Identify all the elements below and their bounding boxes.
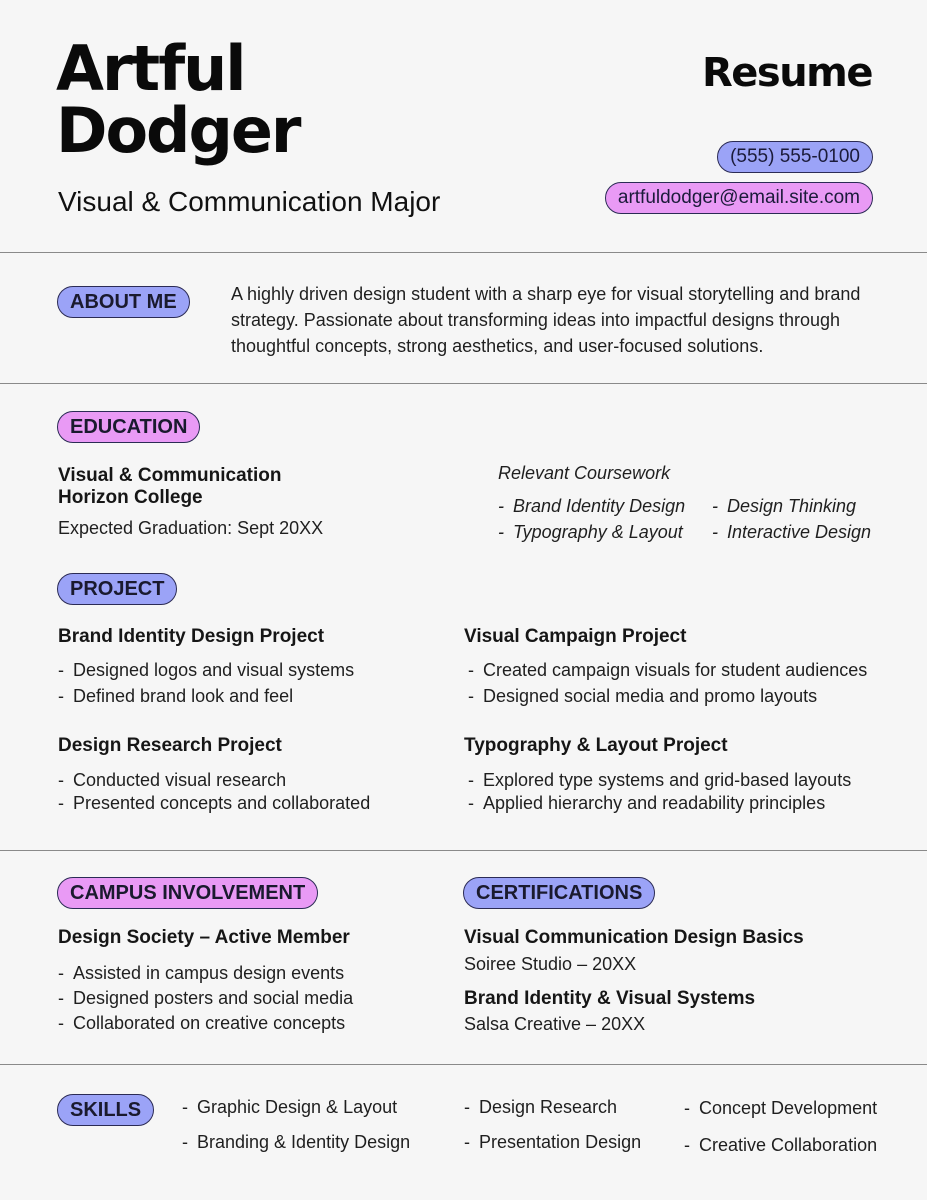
list-item: - Presented concepts and collaborated (58, 792, 370, 815)
campus-involvement-label: CAMPUS INVOLVEMENT (57, 877, 318, 909)
project-title: Typography & Layout Project (464, 735, 728, 756)
coursework-title: Relevant Coursework (498, 463, 671, 483)
education-label: EDUCATION (57, 411, 200, 443)
project-bullets (58, 657, 354, 709)
project-title: Visual Campaign Project (464, 626, 687, 647)
divider (0, 1064, 927, 1065)
project-title: Brand Identity Design Project (58, 626, 325, 647)
list-item: - Designed posters and social media (58, 986, 353, 1011)
campus-role: Design Society – Active Member (58, 927, 350, 948)
first-name: Artful (56, 32, 245, 105)
list-item: - Explored type systems and grid-based layouts (468, 769, 851, 792)
list-item: - Interactive Design (712, 519, 871, 545)
project-label: PROJECT (57, 573, 177, 605)
major-subtitle: Visual & Communication Major (58, 186, 441, 217)
campus-bullets (58, 961, 353, 1036)
project-title: Design Research Project (58, 735, 282, 756)
project-bullets (58, 769, 370, 815)
certification-issuer: Salsa Creative – 20XX (464, 1014, 646, 1034)
list-item: - Collaborated on creative concepts (58, 1011, 353, 1036)
list-item: - Brand Identity Design (498, 493, 685, 519)
divider (0, 383, 927, 384)
phone-pill[interactable]: (555) 555-0100 (717, 141, 873, 173)
list-item: - Designed logos and visual systems (58, 657, 354, 683)
list-item: - Creative Collaboration (684, 1127, 877, 1164)
school-name: Horizon College (58, 487, 203, 508)
graduation-date: Expected Graduation: Sept 20XX (58, 518, 324, 538)
divider (0, 252, 927, 253)
list-item: - Design Research (464, 1090, 641, 1125)
list-item: - Concept Development (684, 1090, 877, 1127)
skills-list (182, 1090, 410, 1160)
list-item: - Presentation Design (464, 1125, 641, 1160)
skills-list (464, 1090, 641, 1160)
list-item: - Created campaign visuals for student audiences (468, 657, 867, 683)
project-bullets (468, 769, 851, 815)
list-item: - Applied hierarchy and readability principles (468, 792, 851, 815)
list-item: - Conducted visual research (58, 769, 370, 792)
candidate-name (56, 32, 300, 167)
certifications-label: CERTIFICATIONS (463, 877, 655, 909)
certification-title: Brand Identity & Visual Systems (464, 988, 756, 1009)
degree-name: Visual & Communication (58, 465, 282, 486)
list-item: - Designed social media and promo layouts (468, 683, 867, 709)
divider (0, 850, 927, 851)
project-bullets (468, 657, 867, 709)
list-item: - Branding & Identity Design (182, 1125, 410, 1160)
skills-list (684, 1090, 877, 1164)
skills-label: SKILLS (57, 1094, 154, 1126)
resume-title: Resume (701, 50, 872, 96)
certification-title: Visual Communication Design Basics (464, 927, 804, 948)
about-me-text: A highly driven design student with a sharp eye for visual storytelling and brand strategy. Passionate about transforming ideas into impactful designs through thoughtful concepts, strong aesthetics, and user-focused solutions. (231, 284, 861, 356)
last-name: Dodger (56, 94, 300, 167)
list-item: - Design Thinking (712, 493, 871, 519)
list-item: - Assisted in campus design events (58, 961, 353, 986)
list-item: - Graphic Design & Layout (182, 1090, 410, 1125)
coursework-list (712, 493, 871, 545)
certification-issuer: Soiree Studio – 20XX (464, 954, 637, 974)
email-pill[interactable]: artfuldodger@email.site.com (605, 182, 873, 214)
coursework-list (498, 493, 685, 545)
list-item: - Defined brand look and feel (58, 683, 354, 709)
about-me-label: ABOUT ME (57, 286, 190, 318)
list-item: - Typography & Layout (498, 519, 685, 545)
